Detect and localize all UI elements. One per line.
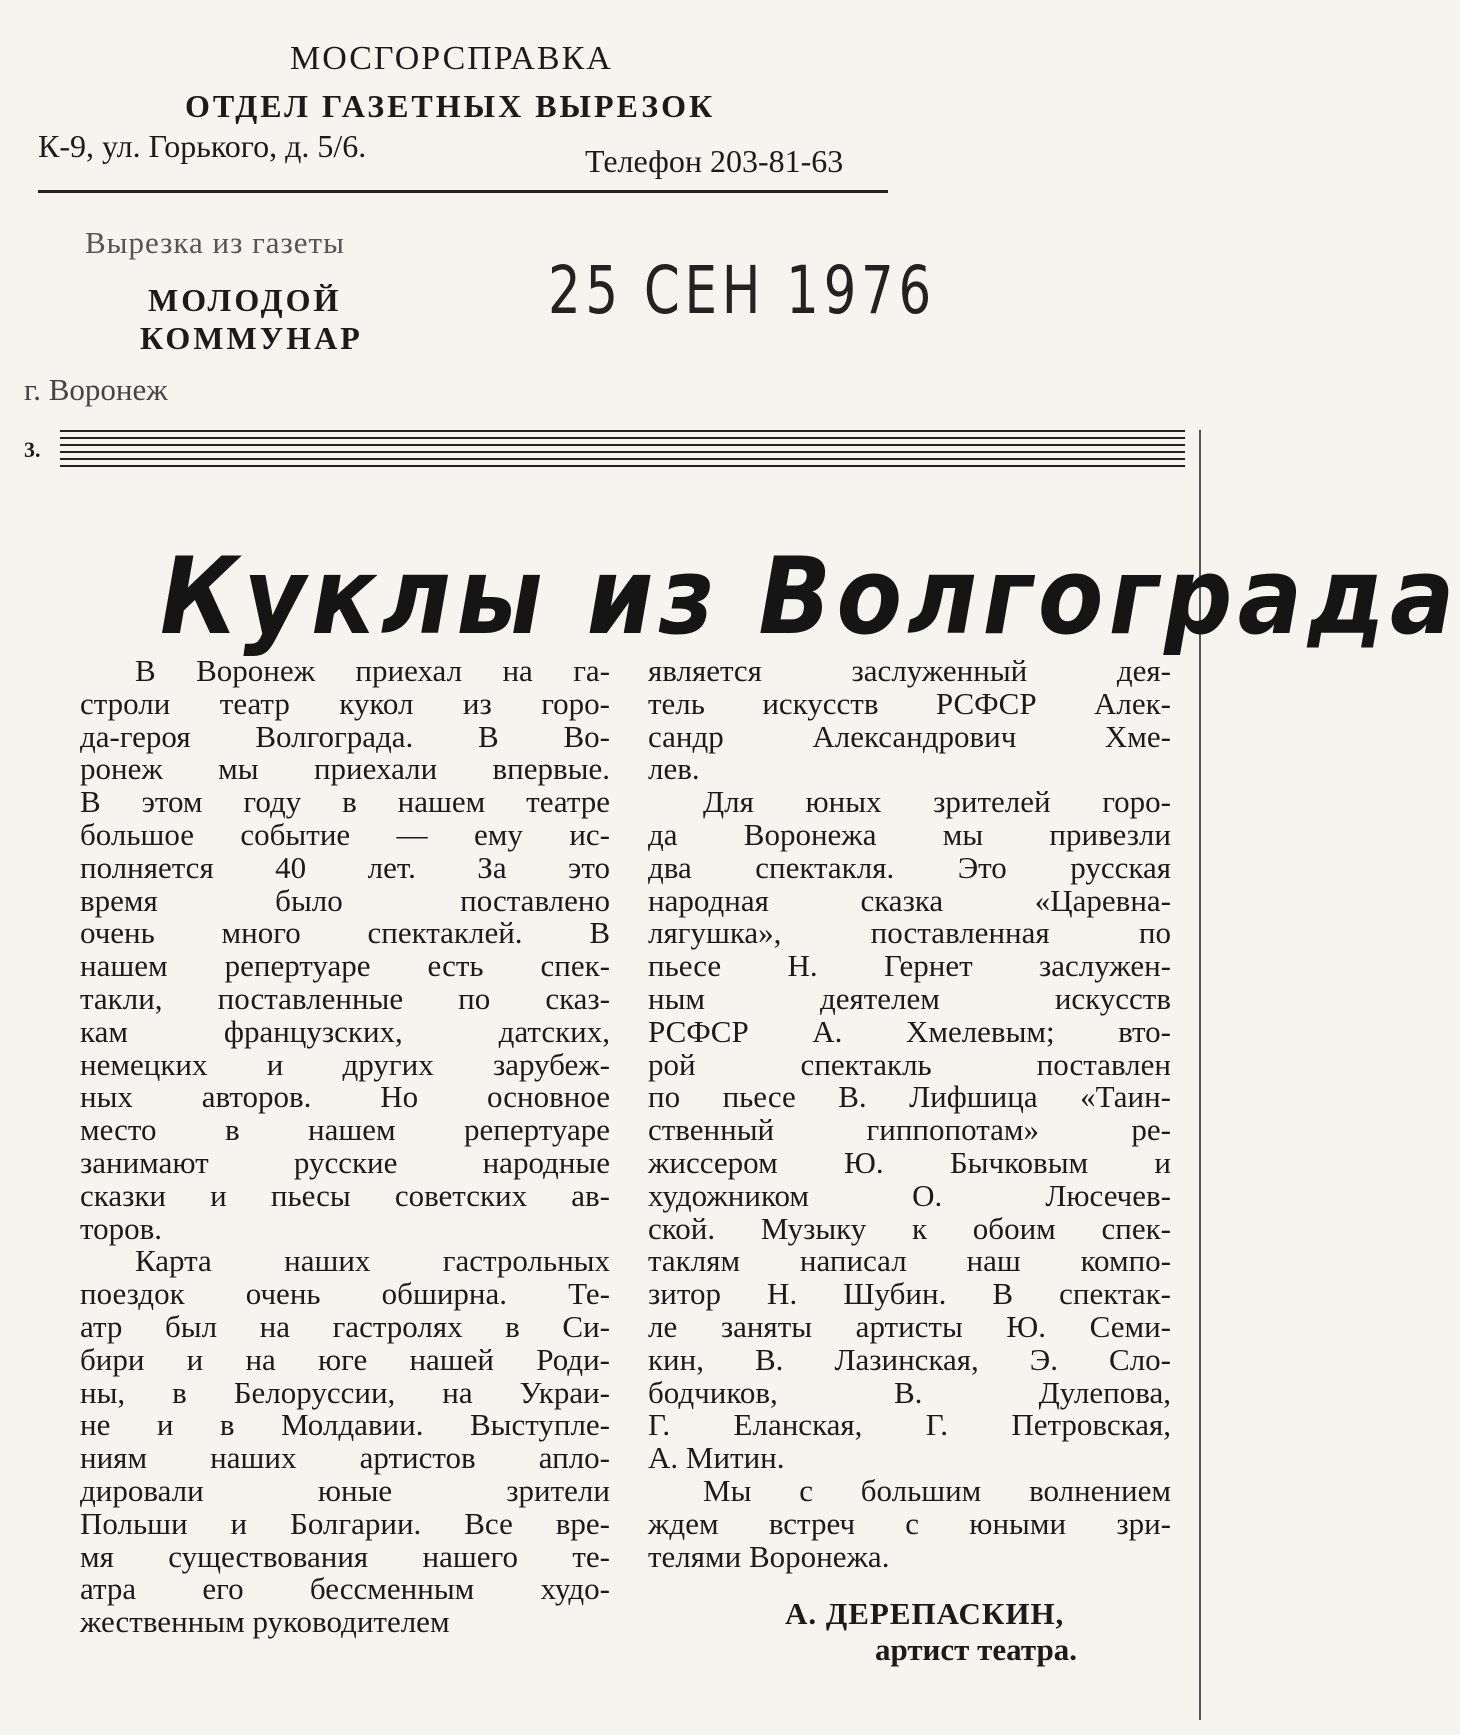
article-line: таклям написал наш компо- — [648, 1243, 1171, 1279]
article-line: дировали юные зрители — [80, 1472, 610, 1508]
article-line: зитор Н. Шубин. В спектак- — [648, 1276, 1171, 1312]
org-name: МОСГОРСПРАВКА — [290, 40, 613, 77]
city: г. Воронеж — [24, 372, 168, 407]
page-number: 3. — [24, 437, 41, 462]
clipping-label: Вырезка из газеты — [85, 225, 345, 260]
article-line: бири и на юге нашей Роди- — [80, 1341, 610, 1377]
article-line: Мы с большим волнением — [703, 1472, 1171, 1508]
article-line: сказки и пьесы советских ав- — [80, 1177, 610, 1213]
article-line: В этом году в нашем театре — [80, 784, 610, 820]
article-line: ниям наших артистов апло- — [80, 1440, 610, 1476]
article-line: ле заняты артисты Ю. Семи- — [648, 1308, 1171, 1344]
article-line: атр был на гастролях в Си- — [80, 1308, 610, 1344]
article-line: ской. Музыку к обоим спек- — [648, 1210, 1171, 1246]
article-line: В Воронеж приехал на га- — [135, 653, 610, 688]
article-line: художником О. Люсечев- — [648, 1177, 1171, 1213]
article-line: рой спектакль поставлен — [648, 1046, 1171, 1082]
address: К-9, ул. Горького, д. 5/6. — [38, 128, 367, 164]
article-line: да-героя Волгограда. В Во- — [80, 718, 610, 754]
article-line: ным деятелем искусств — [648, 980, 1171, 1016]
article-line: лев. — [648, 751, 700, 787]
date-stamp: 25 СЕН 1976 — [548, 252, 936, 329]
article-line: телями Воронежа. — [648, 1538, 890, 1574]
article-line: РСФСР А. Хмелевым; вто- — [648, 1013, 1171, 1049]
article-line: занимают русские народные — [80, 1144, 610, 1180]
article-line: жественным руководителем — [80, 1604, 450, 1640]
article-line: нашем репертуаре есть спек- — [80, 948, 610, 984]
author-signature: А. ДЕРЕПАСКИН, — [785, 1596, 1065, 1631]
article-line: не и в Молдавии. Выступле- — [80, 1407, 610, 1443]
article-line: тель искусств РСФСР Алек- — [648, 685, 1171, 721]
article-line: ных авторов. Но основное — [80, 1079, 610, 1115]
article-line: по пьесе В. Лифшица «Таин- — [648, 1079, 1171, 1115]
article-line: пьесе Н. Гернет заслужен- — [648, 948, 1171, 984]
article-line: сандр Александрович Хме- — [648, 718, 1171, 754]
department-name: ОТДЕЛ ГАЗЕТНЫХ ВЫРЕЗОК — [185, 88, 716, 124]
author-role: артист театра. — [875, 1632, 1077, 1667]
article-line: поездок очень обширна. Те- — [80, 1276, 610, 1312]
newspaper-rule — [60, 430, 1185, 476]
article-line: полняется 40 лет. За это — [80, 849, 610, 885]
article-line: атра его бессменным худо- — [80, 1571, 610, 1607]
newspaper-name-line2: КОММУНАР — [140, 320, 363, 356]
article-line: кин, В. Лазинская, Э. Сло- — [648, 1341, 1171, 1377]
article-line: является заслуженный дея- — [648, 653, 1171, 688]
header-divider — [38, 190, 888, 193]
article-column-2 — [648, 655, 1171, 1573]
article-line: торов. — [80, 1210, 163, 1246]
article-line: мя существования нашего те- — [80, 1538, 610, 1574]
article-line: время было поставлено — [80, 882, 610, 918]
article-line: жиссером Ю. Бычковым и — [648, 1144, 1171, 1180]
article-title: Куклы из Волгограда — [160, 535, 1460, 658]
article-line: Г. Еланская, Г. Петровская, — [648, 1407, 1171, 1443]
article-line: ронеж мы приехали впервые. — [80, 751, 610, 787]
article-line: лягушка», поставленная по — [648, 915, 1171, 951]
article-line: такли, поставленные по сказ- — [80, 980, 610, 1016]
article-line: Польши и Болгарии. Все вре- — [80, 1505, 610, 1541]
article-line: кам французских, датских, — [80, 1013, 610, 1049]
article-line: бодчиков, В. Дулепова, — [648, 1374, 1171, 1410]
article-line: место в нашем репертуаре — [80, 1112, 610, 1148]
newspaper-name-line1: МОЛОДОЙ — [148, 282, 342, 318]
article-line: два спектакля. Это русская — [648, 849, 1171, 885]
article-line: немецких и других зарубеж- — [80, 1046, 610, 1082]
article-line: народная сказка «Царевна- — [648, 882, 1171, 918]
article-line: ственный гиппопотам» ре- — [648, 1112, 1171, 1148]
article-line: большое событие — ему ис- — [80, 816, 610, 852]
article-line: Для юных зрителей горо- — [703, 784, 1171, 820]
article-column-1 — [80, 655, 610, 1639]
phone: Телефон 203-81-63 — [585, 143, 844, 179]
article-line: очень много спектаклей. В — [80, 915, 610, 951]
article-line: строли театр кукол из горо- — [80, 685, 610, 721]
article-line: да Воронежа мы привезли — [648, 816, 1171, 852]
article-line: Карта наших гастрольных — [135, 1243, 610, 1279]
article-line: ждем встреч с юными зри- — [648, 1505, 1171, 1541]
article-line: А. Митин. — [648, 1440, 785, 1476]
article-line: ны, в Белоруссии, на Украи- — [80, 1374, 610, 1410]
